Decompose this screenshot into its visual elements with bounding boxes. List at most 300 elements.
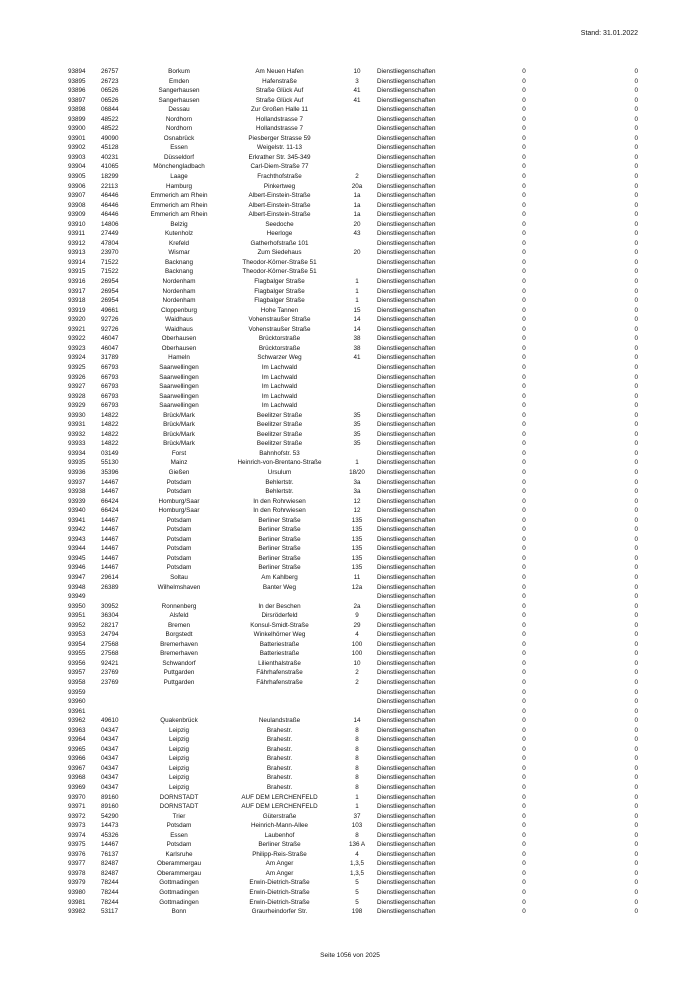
cell-plz: 14822 — [101, 411, 119, 419]
cell-wert-2: 0 — [634, 774, 638, 782]
cell-plz: 46446 — [101, 201, 119, 209]
cell-plz: 04347 — [101, 736, 119, 744]
cell-plz: 66793 — [101, 392, 119, 400]
cell-wert-1: 0 — [522, 631, 526, 639]
cell-id: 93920 — [68, 316, 86, 324]
cell-ort: Hamburg — [166, 182, 192, 190]
cell-id: 93962 — [68, 717, 86, 725]
cell-hausnummer: 35 — [353, 430, 361, 438]
cell-wert-2: 0 — [634, 564, 638, 572]
cell-hausnummer: 2 — [355, 669, 359, 677]
cell-kategorie: Dienstliegenschaften — [377, 784, 436, 792]
cell-id: 93925 — [68, 363, 86, 371]
table-row — [68, 659, 638, 669]
table-row — [68, 621, 638, 631]
cell-plz: 31789 — [101, 354, 119, 362]
table-row — [68, 182, 638, 192]
cell-wert-2: 0 — [634, 698, 638, 706]
table-row — [68, 201, 638, 211]
cell-plz: 04347 — [101, 755, 119, 763]
cell-strasse: Brahestr. — [266, 755, 293, 763]
table-row — [68, 124, 638, 134]
cell-wert-1: 0 — [522, 468, 526, 476]
table-row — [68, 831, 638, 841]
cell-kategorie: Dienstliegenschaften — [377, 134, 436, 142]
table-row — [68, 525, 638, 535]
cell-id: 93976 — [68, 850, 86, 858]
cell-plz: 66793 — [101, 363, 119, 371]
cell-hausnummer: 8 — [355, 764, 359, 772]
cell-ort: Potsdam — [166, 488, 192, 496]
cell-wert-2: 0 — [634, 669, 638, 677]
cell-hausnummer — [337, 105, 377, 115]
cell-kategorie: Dienstliegenschaften — [377, 173, 436, 181]
cell-wert-2: 0 — [634, 889, 638, 897]
cell-ort: Potsdam — [166, 545, 192, 553]
cell-id: 93963 — [68, 726, 86, 734]
cell-plz: 14467 — [101, 564, 119, 572]
cell-wert-1: 0 — [522, 316, 526, 324]
table-row — [68, 821, 638, 831]
cell-id: 93977 — [68, 860, 86, 868]
cell-strasse: Batteriestraße — [259, 650, 300, 658]
cell-ort: Backnang — [164, 258, 193, 266]
table-row — [68, 592, 638, 602]
cell-plz: 49090 — [101, 134, 119, 142]
cell-hausnummer: 35 — [353, 440, 361, 448]
cell-strasse: Theodor-Körner-Straße 51 — [242, 258, 317, 266]
table-row — [68, 535, 638, 545]
cell-kategorie: Dienstliegenschaften — [377, 679, 436, 686]
cell-kategorie: Dienstliegenschaften — [377, 354, 436, 362]
cell-ort: Bremerhaven — [160, 650, 198, 658]
cell-id: 93927 — [68, 383, 86, 391]
cell-ort: Sangerhausen — [158, 87, 200, 95]
cell-kategorie: Dienstliegenschaften — [377, 850, 436, 858]
cell-wert-1: 0 — [522, 68, 526, 75]
cell-wert-2: 0 — [634, 812, 638, 820]
cell-kategorie: Dienstliegenschaften — [377, 411, 436, 419]
cell-ort: Bonn — [171, 908, 187, 916]
cell-wert-1: 0 — [522, 411, 526, 419]
page-number: Seite 1056 von 2025 — [320, 952, 380, 959]
cell-wert-1: 0 — [522, 535, 526, 543]
table-row — [68, 850, 638, 860]
cell-wert-2: 0 — [634, 717, 638, 725]
cell-hausnummer: 2 — [355, 173, 359, 181]
cell-plz: 06526 — [101, 96, 119, 104]
cell-kategorie: Dienstliegenschaften — [377, 554, 436, 562]
cell-wert-1: 0 — [522, 478, 526, 486]
cell-plz: 14806 — [101, 220, 119, 228]
cell-wert-2: 0 — [634, 430, 638, 438]
cell-strasse: Am Anger — [265, 860, 294, 868]
cell-wert-2: 0 — [634, 153, 638, 161]
cell-wert-2: 0 — [634, 726, 638, 734]
cell-kategorie: Dienstliegenschaften — [377, 860, 436, 868]
cell-hausnummer: 12 — [353, 497, 361, 505]
cell-wert-2: 0 — [634, 421, 638, 429]
cell-id: 93935 — [68, 459, 86, 467]
cell-kategorie: Dienstliegenschaften — [377, 239, 436, 247]
cell-wert-2: 0 — [634, 335, 638, 343]
cell-wert-1: 0 — [522, 344, 526, 352]
table-row — [68, 812, 638, 822]
cell-strasse: Flagbalger Straße — [254, 278, 305, 286]
cell-strasse — [222, 592, 337, 602]
cell-wert-2: 0 — [634, 134, 638, 142]
cell-id: 93899 — [68, 115, 86, 123]
cell-ort: Waidhaus — [165, 316, 193, 324]
cell-hausnummer: 41 — [353, 354, 361, 362]
cell-plz: 71522 — [101, 268, 119, 276]
cell-kategorie: Dienstliegenschaften — [377, 182, 436, 190]
cell-strasse: Flagbalger Straße — [254, 297, 305, 305]
table-row — [68, 134, 638, 144]
cell-ort: Trier — [172, 812, 186, 820]
cell-wert-1: 0 — [522, 77, 526, 85]
cell-id: 93898 — [68, 106, 86, 114]
cell-wert-2: 0 — [634, 96, 638, 104]
cell-strasse: Heerloge — [266, 230, 293, 238]
cell-kategorie: Dienstliegenschaften — [377, 106, 436, 114]
cell-ort: Saarwellingen — [159, 363, 199, 371]
cell-strasse: Brahestr. — [266, 726, 293, 734]
cell-ort: Borgstedt — [165, 631, 193, 639]
cell-hausnummer: 100 — [351, 640, 363, 648]
cell-strasse — [222, 707, 337, 717]
cell-plz: 26757 — [101, 68, 119, 75]
cell-plz: 45128 — [101, 144, 119, 152]
cell-strasse: Zum Siedehaus — [257, 249, 302, 257]
cell-wert-2: 0 — [634, 230, 638, 238]
cell-id: 93913 — [68, 249, 86, 257]
cell-hausnummer — [337, 401, 377, 411]
cell-kategorie: Dienstliegenschaften — [377, 297, 436, 305]
cell-ort: Brück/Mark — [163, 421, 195, 429]
table-row — [68, 544, 638, 554]
cell-hausnummer: 1a — [353, 211, 361, 219]
cell-strasse: Hafenstraße — [262, 77, 297, 85]
table-row — [68, 859, 638, 869]
cell-plz: 23970 — [101, 249, 119, 257]
cell-wert-1: 0 — [522, 640, 526, 648]
cell-wert-1: 0 — [522, 889, 526, 897]
cell-kategorie: Dienstliegenschaften — [377, 650, 436, 658]
cell-id: 93917 — [68, 287, 86, 295]
cell-wert-1: 0 — [522, 402, 526, 410]
cell-wert-1: 0 — [522, 774, 526, 782]
table-row — [68, 878, 638, 888]
cell-wert-2: 0 — [634, 363, 638, 371]
cell-hausnummer: 1 — [355, 297, 359, 305]
cell-ort — [136, 592, 222, 602]
table-row — [68, 220, 638, 230]
cell-wert-1: 0 — [522, 201, 526, 209]
cell-kategorie: Dienstliegenschaften — [377, 736, 436, 744]
cell-strasse: Behlertstr. — [265, 488, 294, 496]
cell-strasse: Laubenhof — [264, 831, 295, 839]
cell-ort: Oberammergau — [156, 860, 202, 868]
cell-ort: Bremerhaven — [160, 640, 198, 648]
cell-id: 93975 — [68, 841, 86, 849]
cell-wert-2: 0 — [634, 822, 638, 830]
table-row — [68, 764, 638, 774]
cell-kategorie: Dienstliegenschaften — [377, 335, 436, 343]
table-row — [68, 888, 638, 898]
cell-ort: Puttgarden — [163, 669, 195, 677]
cell-wert-2: 0 — [634, 755, 638, 763]
table-row — [68, 162, 638, 172]
cell-id: 93958 — [68, 679, 86, 686]
cell-wert-2: 0 — [634, 545, 638, 553]
stand-date: Stand: 31.01.2022 — [580, 30, 638, 37]
cell-kategorie: Dienstliegenschaften — [377, 707, 436, 715]
cell-wert-1: 0 — [522, 745, 526, 753]
cell-plz: 76137 — [101, 850, 119, 858]
cell-kategorie: Dienstliegenschaften — [377, 249, 436, 257]
cell-kategorie: Dienstliegenschaften — [377, 363, 436, 371]
cell-plz: 18299 — [101, 173, 119, 181]
cell-hausnummer: 20a — [351, 182, 363, 190]
cell-wert-2: 0 — [634, 115, 638, 123]
cell-wert-1: 0 — [522, 163, 526, 171]
cell-kategorie: Dienstliegenschaften — [377, 96, 436, 104]
cell-kategorie: Dienstliegenschaften — [377, 507, 436, 515]
cell-id: 93959 — [68, 688, 86, 696]
cell-id: 93982 — [68, 908, 86, 916]
cell-plz: 04347 — [101, 774, 119, 782]
cell-id: 93955 — [68, 650, 86, 658]
cell-wert-1: 0 — [522, 306, 526, 314]
cell-id: 93953 — [68, 631, 86, 639]
cell-ort: Schwandorf — [162, 659, 196, 667]
cell-id: 93952 — [68, 621, 86, 629]
cell-wert-2: 0 — [634, 612, 638, 620]
cell-strasse: Batteriestraße — [259, 640, 300, 648]
cell-id: 93978 — [68, 869, 86, 877]
cell-strasse: Berliner Straße — [258, 535, 301, 543]
cell-wert-1: 0 — [522, 908, 526, 916]
cell-id: 93936 — [68, 468, 86, 476]
cell-kategorie: Dienstliegenschaften — [377, 612, 436, 620]
cell-plz: 66793 — [101, 373, 119, 381]
cell-plz: 14473 — [101, 822, 119, 830]
cell-strasse: Pinkertweg — [263, 182, 296, 190]
cell-plz: 27568 — [101, 640, 119, 648]
cell-plz: 46047 — [101, 344, 119, 352]
cell-kategorie: Dienstliegenschaften — [377, 573, 436, 581]
cell-strasse — [222, 697, 337, 707]
cell-strasse: Am Neuen Hafen — [255, 68, 304, 75]
cell-ort: Leipzig — [169, 745, 189, 753]
cell-hausnummer: 198 — [351, 908, 363, 916]
cell-hausnummer: 38 — [353, 344, 361, 352]
cell-hausnummer — [337, 134, 377, 144]
table-row — [68, 697, 638, 707]
cell-wert-2: 0 — [634, 869, 638, 877]
cell-hausnummer: 135 — [351, 564, 363, 572]
cell-hausnummer: 5 — [355, 898, 359, 906]
cell-wert-1: 0 — [522, 192, 526, 200]
cell-plz — [101, 707, 136, 717]
cell-wert-2: 0 — [634, 879, 638, 887]
cell-wert-2: 0 — [634, 679, 638, 686]
cell-ort: Wismar — [168, 249, 190, 257]
cell-strasse: Erwin-Dietrich-Straße — [249, 889, 310, 897]
cell-hausnummer — [337, 267, 377, 277]
cell-ort: DORNSTADT — [159, 803, 199, 811]
cell-id: 93932 — [68, 430, 86, 438]
cell-plz: 54290 — [101, 812, 119, 820]
cell-id: 93954 — [68, 640, 86, 648]
cell-wert-2: 0 — [634, 850, 638, 858]
cell-wert-2: 0 — [634, 459, 638, 467]
table-row — [68, 306, 638, 316]
cell-ort: Essen — [170, 144, 188, 152]
cell-strasse: Heinrich-Mann-Allee — [250, 822, 309, 830]
cell-strasse: Im Lachwald — [261, 392, 298, 400]
cell-wert-2: 0 — [634, 144, 638, 152]
cell-kategorie: Dienstliegenschaften — [377, 440, 436, 448]
cell-kategorie: Dienstliegenschaften — [377, 564, 436, 572]
cell-wert-1: 0 — [522, 784, 526, 792]
cell-wert-2: 0 — [634, 258, 638, 266]
cell-id: 93973 — [68, 822, 86, 830]
cell-wert-2: 0 — [634, 764, 638, 772]
cell-id: 93966 — [68, 755, 86, 763]
cell-wert-2: 0 — [634, 163, 638, 171]
cell-wert-2: 0 — [634, 383, 638, 391]
cell-ort: Essen — [170, 831, 188, 839]
cell-strasse: Brahestr. — [266, 736, 293, 744]
cell-id: 93934 — [68, 449, 86, 457]
table-row — [68, 344, 638, 354]
cell-wert-1: 0 — [522, 96, 526, 104]
cell-plz: 14467 — [101, 478, 119, 486]
cell-ort: Belzig — [170, 220, 188, 228]
cell-wert-1: 0 — [522, 850, 526, 858]
table-row — [68, 840, 638, 850]
cell-id: 93901 — [68, 134, 86, 142]
cell-kategorie: Dienstliegenschaften — [377, 144, 436, 152]
table-row — [68, 258, 638, 268]
cell-strasse: Erwin-Dietrich-Straße — [249, 879, 310, 887]
cell-id: 93960 — [68, 698, 86, 706]
cell-wert-2: 0 — [634, 573, 638, 581]
cell-strasse: Berliner Straße — [258, 545, 301, 553]
cell-wert-2: 0 — [634, 507, 638, 515]
cell-kategorie: Dienstliegenschaften — [377, 402, 436, 410]
cell-strasse: Straße Glück Auf — [255, 96, 304, 104]
cell-strasse: Brücktorstraße — [258, 344, 301, 352]
table-row — [68, 267, 638, 277]
cell-plz: 26954 — [101, 278, 119, 286]
cell-wert-2: 0 — [634, 87, 638, 95]
cell-wert-1: 0 — [522, 106, 526, 114]
cell-kategorie: Dienstliegenschaften — [377, 258, 436, 266]
cell-wert-1: 0 — [522, 268, 526, 276]
cell-ort: Gießen — [168, 468, 190, 476]
cell-plz: 26954 — [101, 287, 119, 295]
cell-id: 93944 — [68, 545, 86, 553]
cell-id: 93981 — [68, 898, 86, 906]
cell-ort: Hameln — [168, 354, 190, 362]
table-row — [68, 563, 638, 573]
cell-wert-1: 0 — [522, 421, 526, 429]
cell-kategorie: Dienstliegenschaften — [377, 278, 436, 286]
cell-wert-1: 0 — [522, 354, 526, 362]
cell-id: 93969 — [68, 784, 86, 792]
table-row — [68, 516, 638, 526]
cell-strasse: Graurheindorfer Str. — [251, 908, 308, 916]
cell-strasse: Im Lachwald — [261, 402, 298, 410]
cell-wert-1: 0 — [522, 239, 526, 247]
cell-wert-1: 0 — [522, 583, 526, 591]
cell-wert-1: 0 — [522, 841, 526, 849]
cell-id: 93947 — [68, 573, 86, 581]
cell-id: 93938 — [68, 488, 86, 496]
cell-strasse: Im Lachwald — [261, 373, 298, 381]
cell-strasse: Konsul-Smidt-Straße — [250, 621, 309, 629]
cell-wert-2: 0 — [634, 640, 638, 648]
cell-wert-1: 0 — [522, 707, 526, 715]
cell-strasse: Beelitzer Straße — [256, 440, 303, 448]
cell-ort: Oberhausen — [161, 344, 197, 352]
table-body — [68, 67, 638, 917]
cell-strasse: Beelitzer Straße — [256, 430, 303, 438]
cell-wert-1: 0 — [522, 287, 526, 295]
cell-plz: 30952 — [101, 602, 119, 610]
cell-plz: 78244 — [101, 879, 119, 887]
cell-hausnummer: 8 — [355, 774, 359, 782]
table-row — [68, 506, 638, 516]
cell-ort: Emmerich am Rhein — [150, 201, 208, 209]
cell-plz: 92726 — [101, 325, 119, 333]
cell-wert-1: 0 — [522, 144, 526, 152]
cell-plz: 23769 — [101, 679, 119, 686]
cell-plz: 49661 — [101, 306, 119, 314]
table-row — [68, 143, 638, 153]
cell-hausnummer: 10 — [353, 659, 361, 667]
table-row — [68, 105, 638, 115]
cell-strasse: Brahestr. — [266, 745, 293, 753]
cell-wert-2: 0 — [634, 344, 638, 352]
cell-hausnummer: 2 — [355, 679, 359, 686]
cell-id: 93980 — [68, 889, 86, 897]
cell-plz: 48522 — [101, 115, 119, 123]
cell-id: 93922 — [68, 335, 86, 343]
cell-id: 93949 — [68, 593, 86, 601]
cell-id: 93931 — [68, 421, 86, 429]
cell-strasse: Fährhafenstraße — [256, 679, 303, 686]
cell-kategorie: Dienstliegenschaften — [377, 344, 436, 352]
cell-hausnummer: 20 — [353, 220, 361, 228]
table-row — [68, 67, 638, 77]
cell-wert-1: 0 — [522, 258, 526, 266]
cell-strasse: Brücktorstraße — [258, 335, 301, 343]
cell-id: 93972 — [68, 812, 86, 820]
cell-plz: 06844 — [101, 106, 119, 114]
table-row — [68, 754, 638, 764]
cell-id: 93933 — [68, 440, 86, 448]
cell-ort: Homburg/Saar — [158, 507, 200, 515]
cell-strasse: Frachthofstraße — [257, 173, 302, 181]
cell-ort: Mönchengladbach — [153, 163, 205, 171]
cell-wert-2: 0 — [634, 526, 638, 534]
cell-id: 93923 — [68, 344, 86, 352]
cell-strasse: Schwarzer Weg — [257, 354, 302, 362]
